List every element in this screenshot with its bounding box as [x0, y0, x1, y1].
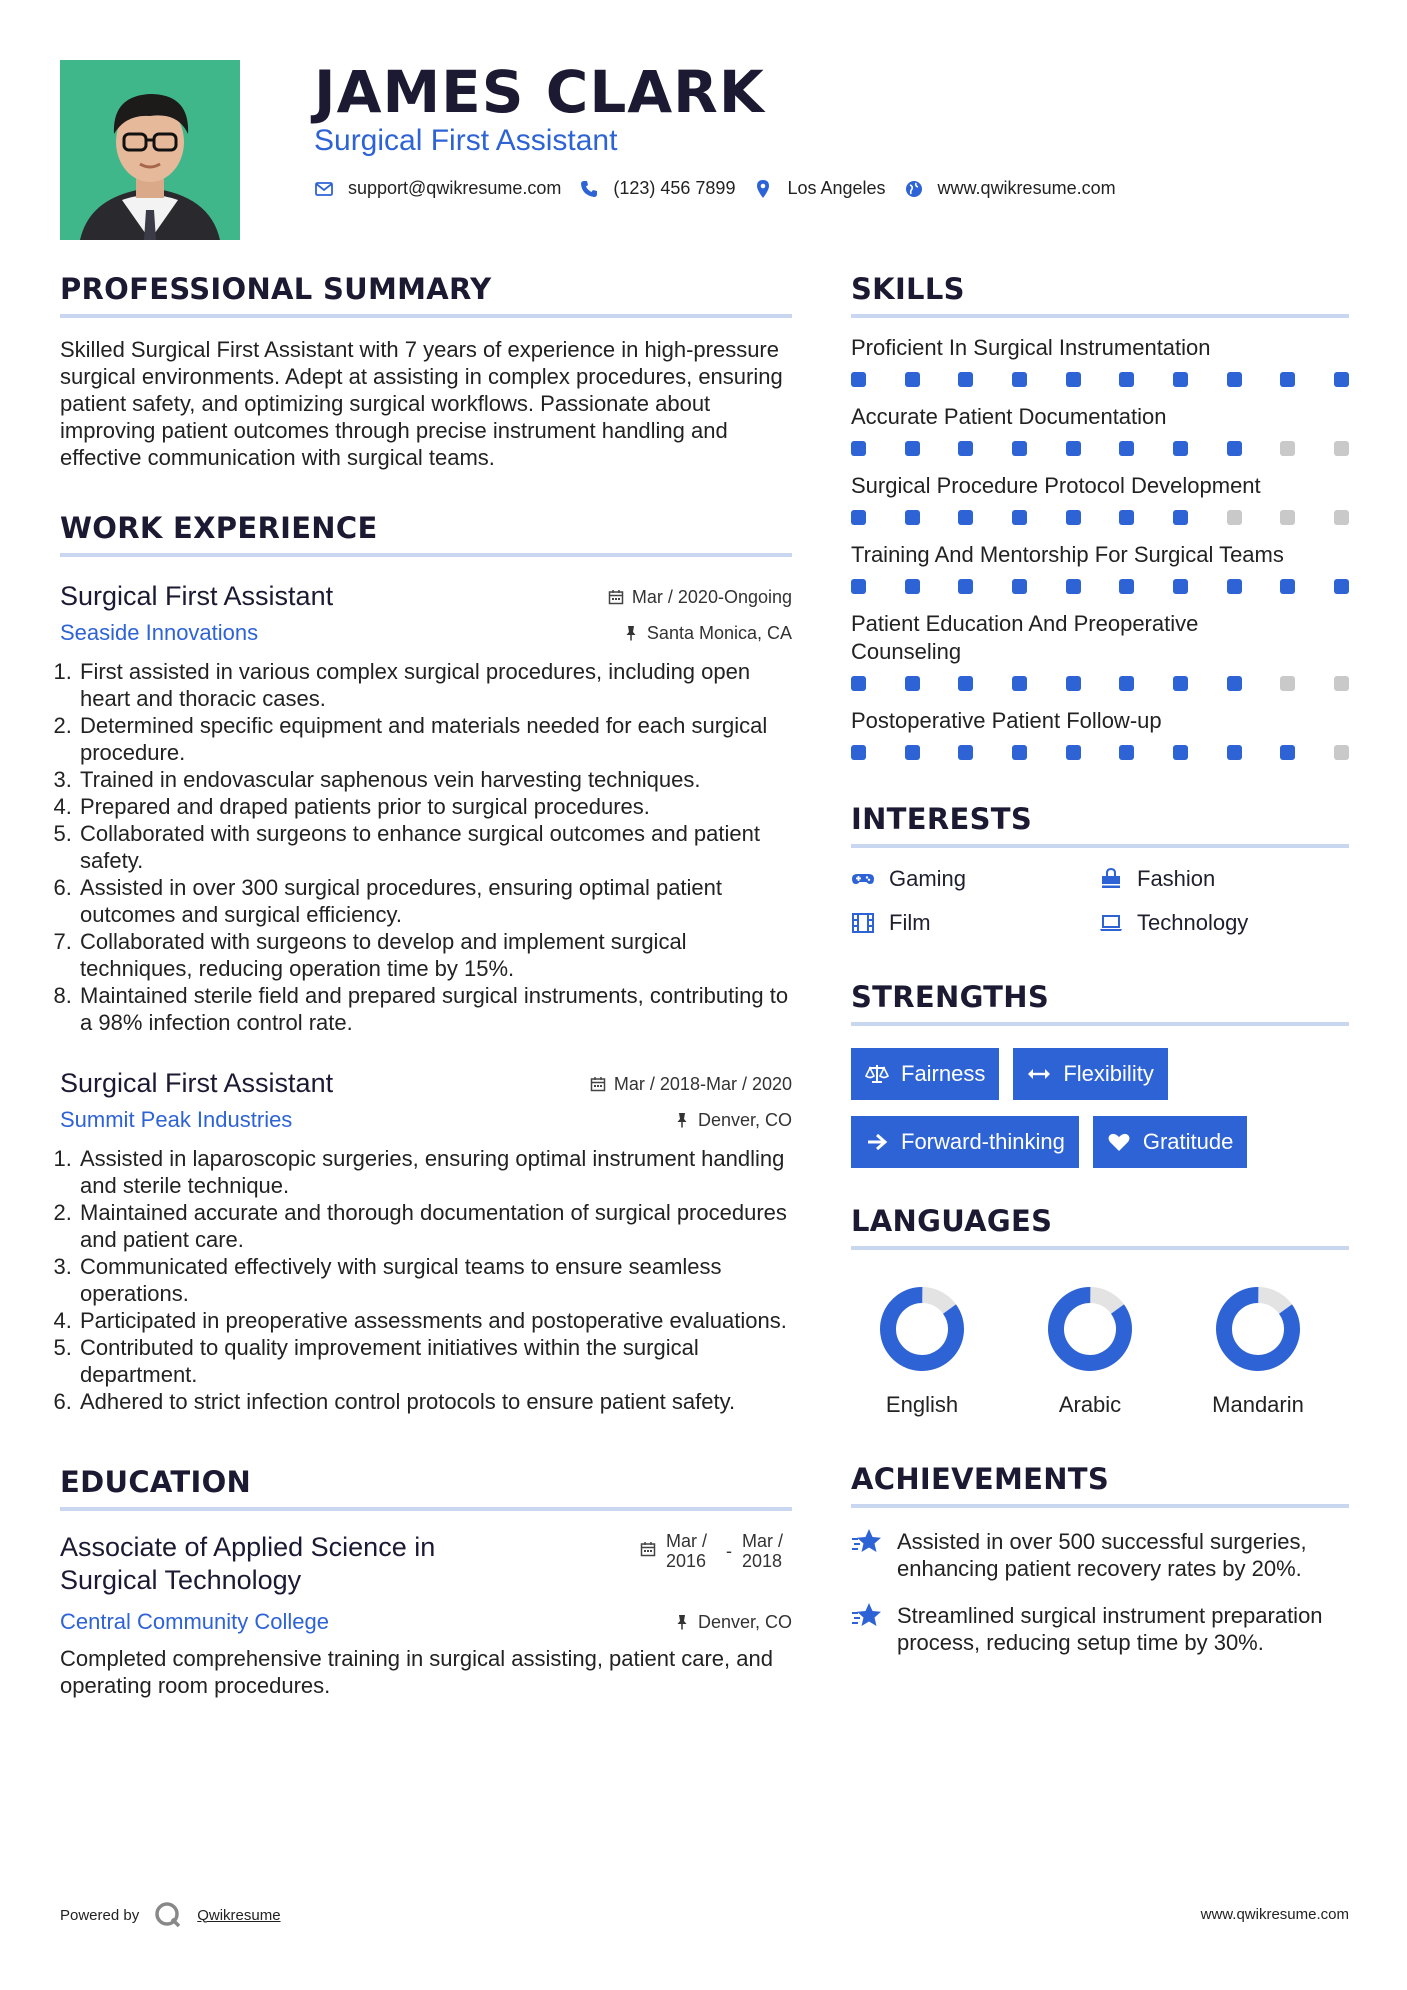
language-name: Mandarin	[1212, 1392, 1304, 1417]
qwikresume-logo-icon	[153, 1900, 183, 1930]
rating-dot	[1066, 579, 1081, 594]
achievement-text: Streamlined surgical instrument preparation process, reducing setup time by 30%.	[897, 1603, 1323, 1655]
duty-item: 6. Adhered to strict infection control protocols to ensure patient safety.	[78, 1388, 792, 1415]
rating-dot	[1173, 372, 1188, 387]
duty-item: 8. Maintained sterile field and prepared surgical instruments, contributing to a 98% infection control rate.	[78, 982, 792, 1036]
achievement-text: Assisted in over 500 successful surgeries, enhancing patient recovery rates by 20%.	[897, 1529, 1307, 1581]
candidate-name: JAMES CLARK	[314, 58, 765, 126]
rating-dot	[1334, 510, 1349, 525]
rating-dot	[1066, 372, 1081, 387]
duty-item: 5. Contributed to quality improvement initiatives within the surgical department.	[78, 1334, 792, 1388]
skills-section	[851, 272, 1349, 760]
rating-dot	[1173, 676, 1188, 691]
strength-tag	[1093, 1116, 1248, 1168]
interest-label: Film	[889, 910, 931, 935]
email-text: support@qwikresume.com	[348, 178, 562, 198]
job-dates: Mar / 2018-Mar / 2020	[613, 1073, 792, 1094]
star-icon	[851, 1526, 883, 1558]
rating-dot	[851, 510, 866, 525]
rating-dot	[1066, 676, 1081, 691]
experience-section	[60, 511, 792, 1415]
languages-heading: LANGUAGES	[851, 1204, 1349, 1250]
school-location: Denver, CO	[697, 1611, 792, 1632]
powered-by-text: Powered by	[60, 1906, 140, 1924]
rating-dot	[1119, 372, 1134, 387]
language-donut	[877, 1284, 967, 1374]
interest-item	[851, 866, 1099, 892]
skill-rating	[851, 372, 1349, 387]
rating-dot	[1334, 676, 1349, 691]
candidate-title: Surgical First Assistant	[314, 124, 618, 157]
rating-dot	[1334, 372, 1349, 387]
language-donut	[1045, 1284, 1135, 1374]
balance-scale-icon	[865, 1062, 889, 1086]
education-end: Mar / 2018	[742, 1531, 784, 1571]
rating-dot	[958, 676, 973, 691]
achievement-item	[851, 1602, 1349, 1656]
arrow-right-icon	[865, 1130, 889, 1154]
footer-website-link[interactable]: www.qwikresume.com	[1200, 1906, 1349, 1923]
rating-dot	[1012, 745, 1027, 760]
rating-dot	[1334, 745, 1349, 760]
calendar-icon	[590, 1076, 606, 1092]
rating-dot	[905, 676, 920, 691]
rating-dot	[1012, 441, 1027, 456]
duty-item: 1. First assisted in various complex surgical procedures, including open heart and thoracic cases.	[78, 658, 792, 712]
job-title: Surgical First Assistant	[60, 581, 334, 611]
achievement-item	[851, 1528, 1349, 1582]
rating-dot	[1119, 510, 1134, 525]
rating-dot	[1173, 510, 1188, 525]
interest-item	[1099, 866, 1349, 892]
rating-dot	[1066, 441, 1081, 456]
skill-item	[851, 541, 1349, 594]
strength-label: Flexibility	[1063, 1061, 1154, 1086]
rating-dot	[1012, 676, 1027, 691]
strength-tag	[851, 1116, 1079, 1168]
experience-heading: WORK EXPERIENCE	[60, 511, 792, 557]
rating-dot	[1280, 579, 1295, 594]
rating-dot	[851, 676, 866, 691]
phone-text: (123) 456 7899	[613, 178, 736, 198]
strengths-heading: STRENGTHS	[851, 980, 1349, 1026]
skill-name: Surgical Procedure Protocol Development	[851, 473, 1261, 498]
education-dates	[640, 1531, 792, 1571]
rating-dot	[851, 579, 866, 594]
rating-dot	[1119, 579, 1134, 594]
contact-location	[753, 178, 885, 199]
rating-dot	[905, 510, 920, 525]
contact-bar	[314, 178, 1116, 199]
duty-item: 4. Prepared and draped patients prior to surgical procedures.	[78, 793, 792, 820]
rating-dot	[1119, 676, 1134, 691]
rating-dot	[1227, 372, 1242, 387]
skill-rating	[851, 510, 1349, 525]
envelope-icon	[314, 179, 334, 199]
rating-dot	[851, 372, 866, 387]
skill-rating	[851, 441, 1349, 456]
rating-dot	[1173, 441, 1188, 456]
skill-name: Postoperative Patient Follow-up	[851, 708, 1162, 733]
strength-tag	[1013, 1048, 1167, 1100]
education-description: Completed comprehensive training in surgical assisting, patient care, and operating room procedures.	[60, 1646, 773, 1698]
summary-text: Skilled Surgical First Assistant with 7 years of experience in high-pressure surgical environments. Adept at assisting in complex procedures, ensuring patient safety, and optimizing surgical workflows. Passionate about improving patient outcomes through precise instrument handling and effective communication with surgical teams.	[60, 337, 783, 470]
pushpin-icon	[623, 625, 639, 641]
contact-phone[interactable]	[579, 178, 735, 199]
skill-name: Accurate Patient Documentation	[851, 404, 1167, 429]
skill-item	[851, 472, 1349, 525]
skill-item	[851, 707, 1349, 760]
education-section	[60, 1465, 792, 1699]
duty-list	[60, 658, 792, 1036]
job-entry	[60, 1068, 792, 1415]
rating-dot	[905, 372, 920, 387]
skills-list	[851, 334, 1349, 760]
interest-label: Technology	[1137, 910, 1249, 935]
skill-name: Patient Education And Preoperative Counseling	[851, 611, 1199, 664]
duty-item: 5. Collaborated with surgeons to enhance surgical outcomes and patient safety.	[78, 820, 792, 874]
language-name: English	[885, 1392, 959, 1417]
rating-dot	[1334, 441, 1349, 456]
duty-item: 2. Maintained accurate and thorough documentation of surgical procedures and patient care.	[78, 1199, 792, 1253]
rating-dot	[958, 745, 973, 760]
skill-item	[851, 403, 1349, 456]
rating-dot	[851, 441, 866, 456]
language-item	[863, 1284, 981, 1418]
job-title: Surgical First Assistant	[60, 1068, 334, 1098]
company-name[interactable]: Seaside Innovations	[60, 620, 259, 645]
footer-branding	[60, 1900, 281, 1930]
left-column	[60, 272, 792, 1739]
location-text: Los Angeles	[787, 178, 886, 198]
language-name: Arabic	[1058, 1392, 1122, 1417]
arrows-horizontal-icon	[1027, 1062, 1051, 1086]
laptop-icon	[1099, 911, 1123, 935]
rating-dot	[851, 745, 866, 760]
interest-item	[1099, 910, 1349, 936]
contact-email[interactable]	[314, 178, 561, 199]
duty-item: 7. Collaborated with surgeons to develop and implement surgical techniques, reducing operation time by 15%.	[78, 928, 792, 982]
duty-item: 1. Assisted in laparoscopic surgeries, ensuring optimal instrument handling and sterile technique.	[78, 1145, 792, 1199]
duty-item: 4. Participated in preoperative assessments and postoperative evaluations.	[78, 1307, 792, 1334]
rating-dot	[1227, 441, 1242, 456]
rating-dot	[1334, 579, 1349, 594]
skill-rating	[851, 676, 1349, 691]
skill-name: Proficient In Surgical Instrumentation	[851, 335, 1211, 360]
pushpin-icon	[674, 1112, 690, 1128]
rating-dot	[1280, 372, 1295, 387]
job-location: Santa Monica, CA	[646, 622, 792, 643]
skill-rating	[851, 579, 1349, 594]
interests-heading: INTERESTS	[851, 802, 1349, 848]
pushpin-icon	[674, 1614, 690, 1630]
skill-name: Training And Mentorship For Surgical Teams	[851, 542, 1284, 567]
rating-dot	[1280, 676, 1295, 691]
globe-icon	[904, 179, 924, 199]
skill-item	[851, 334, 1349, 387]
education-start: Mar / 2016	[666, 1531, 708, 1571]
summary-section	[60, 272, 792, 471]
interest-label: Fashion	[1137, 866, 1216, 891]
skills-heading: SKILLS	[851, 272, 1349, 318]
school-name[interactable]: Central Community College	[60, 1609, 329, 1634]
rating-dot	[958, 579, 973, 594]
strengths-section	[851, 980, 1349, 1168]
profile-photo	[60, 60, 240, 240]
education-heading: EDUCATION	[60, 1465, 792, 1511]
rating-dot	[1227, 510, 1242, 525]
rating-dot	[1227, 676, 1242, 691]
strength-label: Forward-thinking	[901, 1129, 1065, 1154]
rating-dot	[1012, 510, 1027, 525]
rating-dot	[1119, 441, 1134, 456]
rating-dot	[1227, 745, 1242, 760]
language-donut	[1213, 1284, 1303, 1374]
job-dates: Mar / 2020-Ongoing	[631, 586, 792, 607]
strength-label: Fairness	[901, 1061, 986, 1086]
language-item	[1031, 1284, 1149, 1418]
strength-tag	[851, 1048, 999, 1100]
rating-dot	[1280, 745, 1295, 760]
person-photo-icon	[60, 60, 240, 240]
rating-dot	[1066, 510, 1081, 525]
rating-dot	[1012, 579, 1027, 594]
interest-label: Gaming	[889, 866, 967, 891]
degree-title: Associate of Applied Science in Surgical Technology	[60, 1532, 436, 1595]
gamepad-icon	[851, 867, 875, 891]
rating-dot	[1227, 579, 1242, 594]
rating-dot	[1119, 745, 1134, 760]
shopping-bag-icon	[1099, 867, 1123, 891]
rating-dot	[1280, 510, 1295, 525]
duty-item: 2. Determined specific equipment and materials needed for each surgical procedure.	[78, 712, 792, 766]
language-item	[1199, 1284, 1317, 1418]
duty-list	[60, 1145, 792, 1415]
rating-dot	[958, 510, 973, 525]
star-icon	[851, 1600, 883, 1632]
job-entry	[60, 581, 792, 1036]
map-marker-icon	[753, 179, 773, 199]
rating-dot	[1173, 579, 1188, 594]
phone-icon	[579, 179, 599, 199]
rating-dot	[1066, 745, 1081, 760]
duty-item: 3. Trained in endovascular saphenous vein harvesting techniques.	[78, 766, 792, 793]
rating-dot	[1280, 441, 1295, 456]
rating-dot	[958, 372, 973, 387]
rating-dot	[1173, 745, 1188, 760]
interest-item	[851, 910, 1099, 936]
strength-label: Gratitude	[1142, 1129, 1234, 1154]
right-column	[851, 272, 1349, 1696]
rating-dot	[1012, 372, 1027, 387]
summary-heading: PROFESSIONAL SUMMARY	[60, 272, 792, 318]
contact-website[interactable]	[904, 178, 1116, 199]
languages-section	[851, 1204, 1349, 1418]
company-name[interactable]: Summit Peak Industries	[60, 1107, 293, 1132]
calendar-icon	[608, 589, 624, 605]
brand-link[interactable]: Qwikresume	[197, 1906, 281, 1924]
rating-dot	[905, 579, 920, 594]
skill-rating	[851, 745, 1349, 760]
rating-dot	[905, 441, 920, 456]
interests-section	[851, 802, 1349, 936]
job-location: Denver, CO	[697, 1109, 792, 1130]
duty-item: 3. Communicated effectively with surgical teams to ensure seamless operations.	[78, 1253, 792, 1307]
achievements-heading: ACHIEVEMENTS	[851, 1462, 1349, 1508]
rating-dot	[958, 441, 973, 456]
calendar-icon	[640, 1541, 656, 1557]
skill-item	[851, 610, 1349, 691]
website-text: www.qwikresume.com	[937, 178, 1116, 198]
heart-icon	[1107, 1130, 1131, 1154]
education-separator: -	[726, 1541, 732, 1561]
duty-item: 6. Assisted in over 300 surgical procedures, ensuring optimal patient outcomes and surgical efficiency.	[78, 874, 792, 928]
film-icon	[851, 911, 875, 935]
achievements-section	[851, 1462, 1349, 1656]
rating-dot	[905, 745, 920, 760]
